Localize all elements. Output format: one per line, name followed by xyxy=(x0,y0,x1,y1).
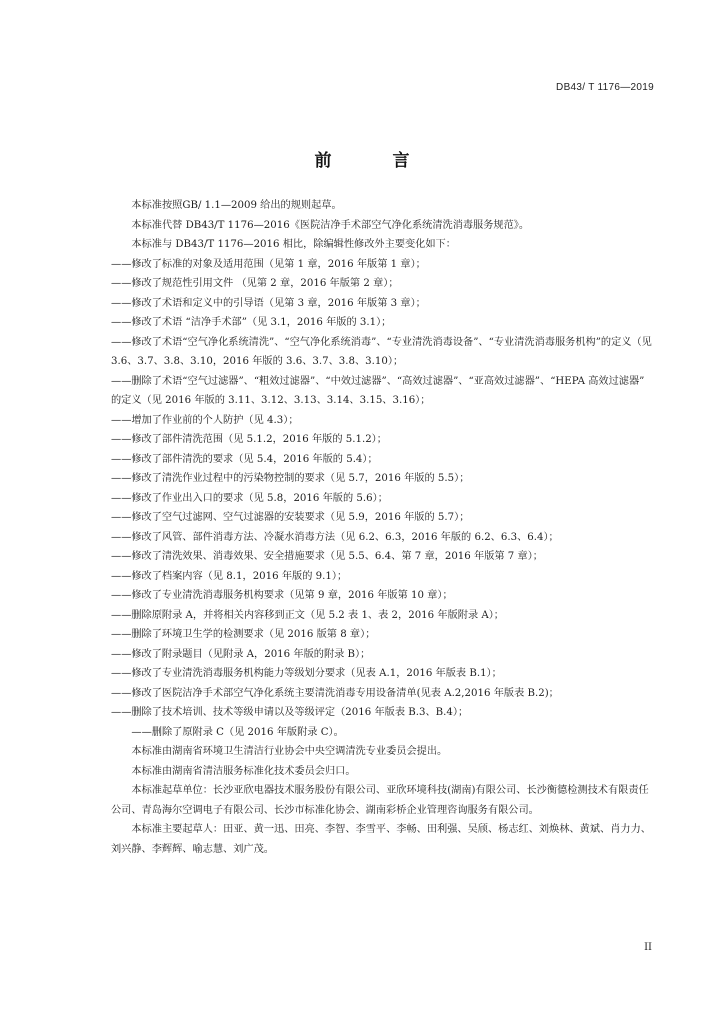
change-item: ——删除了术语“空气过滤器”、“粗效过滤器”、“中效过滤器”、“高效过滤器”、“亚高效过滤器”、“HEPA 高效过滤器” 的定义（见 2016 年版的 3.11、3.12、3.13、3.14、3.15、3.16）； xyxy=(111,375,645,406)
paragraph: 本标准主要起草人：田亚、黄一迅、田亮、李智、李雪平、李畅、田利强、吴颀、杨志红、刘焕林、黄斌、肖力力、刘兴静、李辉辉、喻志慧、刘广茂。 xyxy=(111,824,651,855)
change-item: ——修改了专业清洗消毒服务机构能力等级划分要求（见表 A.1，2016 年版表 B.1）； xyxy=(111,668,502,679)
paragraph: 本标准由湖南省清洁服务标准化技术委员会归口。 xyxy=(131,765,356,777)
change-item: ——修改了作业出入口的要求（见 5.8，2016 年版的 5.6）； xyxy=(111,492,388,504)
paragraph: 本标准起草单位：长沙亚欣电器技术服务股份有限公司、亚欣环境科技(湖南)有限公司、长沙衡德检测技术有限责任公司、青岛海尔空调电子有限公司、长沙市标准化协会、湖南彩桥企业管理咨询服务有限公司。 xyxy=(111,785,649,816)
change-item: ——修改了术语 “洁净手术部”（见 3.1，2016 年版的 3.1）； xyxy=(111,317,392,328)
paragraph: 本标准代替 DB43/T 1176—2016《医院洁净手术部空气净化系统清洗消毒服务规范》。 xyxy=(131,219,530,231)
change-item: ——修改了部件清洗的要求（见 5.4，2016 年版的 5.4）； xyxy=(111,453,378,465)
change-item: ——修改了术语“空气净化系统清洗”、“空气净化系统消毒”、“专业清洗消毒设备”、“专业清洗消毒服务机构”的定义（见 3.6、3.7、3.8、3.10，2016 年版的 3.6、3.7、3.8、3.10）； xyxy=(111,336,652,367)
paragraph: ——删除了原附录 C（见 2016 年版附录 C）。 xyxy=(131,726,344,738)
change-item: ——修改了医院洁净手术部空气净化系统主要清洗消毒专用设备清单(见表 A.2,2016 年版表 B.2)； xyxy=(111,687,559,699)
change-item: ——修改了档案内容（见 8.1，2016 年版的 9.1）； xyxy=(111,570,348,582)
paragraph: 本标准按照GB/ 1.1—2009 给出的规则起草。 xyxy=(131,200,342,211)
change-item: ——修改了专业清洗消毒服务机构要求（见第 9 章，2016 年版第 10 章）； xyxy=(111,590,453,601)
change-item: ——增加了作业前的个人防护（见 4.3）； xyxy=(111,414,299,426)
change-item: ——删除了技术培训、技术等级申请以及等级评定（2016 年版表 B.3、B.4）； xyxy=(111,707,469,718)
change-item: ——修改了附录题目（见附录 A，2016 年版的附录 B）； xyxy=(111,648,371,660)
change-item: ——修改了清洗效果、消毒效果、安全措施要求（见 5.5、6.4、第 7 章，2016 年版第 7 章）； xyxy=(111,551,543,562)
change-item: ——修改了规范性引用文件 （见第 2 章，2016 年版第 2 章）； xyxy=(111,278,399,289)
standard-code: DB43/ T 1176—2019 xyxy=(556,82,654,93)
change-item: ——修改了标准的对象及适用范围（见第 1 章，2016 年版第 1 章）； xyxy=(111,258,426,270)
paragraph: 本标准由湖南省环境卫生清洁行业协会中央空调清洗专业委员会提出。 xyxy=(131,746,448,757)
page-number: II xyxy=(644,942,652,953)
change-item: ——删除了环境卫生学的检测要求（见 2016 版第 8 章）； xyxy=(111,629,376,640)
change-item: ——修改了术语和定义中的引导语（见第 3 章，2016 年版第 3 章）； xyxy=(111,297,426,309)
page-title: 前 言 xyxy=(314,151,432,171)
change-item: ——修改了清洗作业过程中的污染物控制的要求（见 5.7，2016 年版的 5.5）； xyxy=(111,473,470,484)
paragraph: 本标准与 DB43/T 1176—2016 相比，除编辑性修改外主要变化如下： xyxy=(131,239,456,250)
change-item: ——修改了风管、部件消毒方法、冷凝水消毒方法（见 6.2、6.3，2016 年版的 6.2、6.3、6.4）； xyxy=(111,531,559,543)
change-item: ——修改了部件清洗范围（见 5.1.2，2016 年版的 5.1.2）； xyxy=(111,434,387,445)
change-item: ——修改了空气过滤网、空气过滤器的安装要求（见 5.9，2016 年版的 5.7）； xyxy=(111,512,470,523)
change-item: ——删除原附录 A，并将相关内容移到正文（见 5.2 表 1、表 2，2016 年版附录 A）； xyxy=(111,609,504,621)
foreword-body xyxy=(111,196,657,859)
